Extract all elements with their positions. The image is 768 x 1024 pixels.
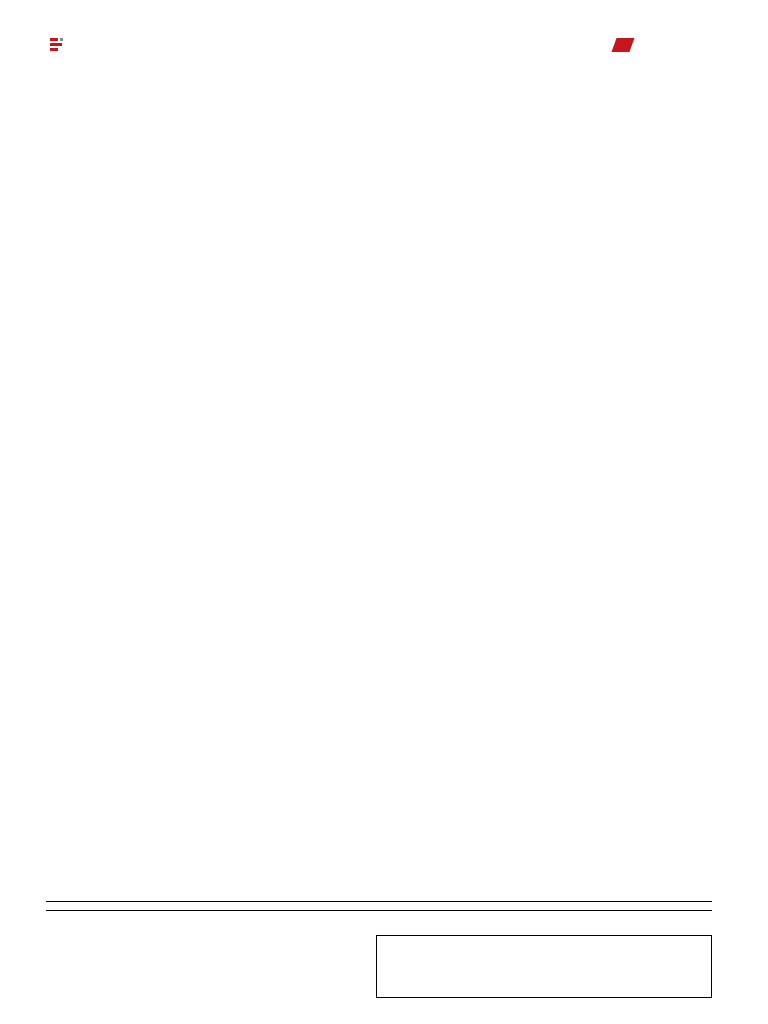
cimb-mark-icon <box>611 38 634 52</box>
signature-box <box>376 935 712 998</box>
notes-line-2 <box>46 902 712 911</box>
form-header <box>48 30 712 94</box>
company-logo-left <box>48 36 198 54</box>
nmc-logo-icon <box>48 36 70 54</box>
bank-logo-right <box>614 38 714 62</box>
notes-line-1 <box>46 893 712 902</box>
inspector-notes <box>46 891 712 911</box>
